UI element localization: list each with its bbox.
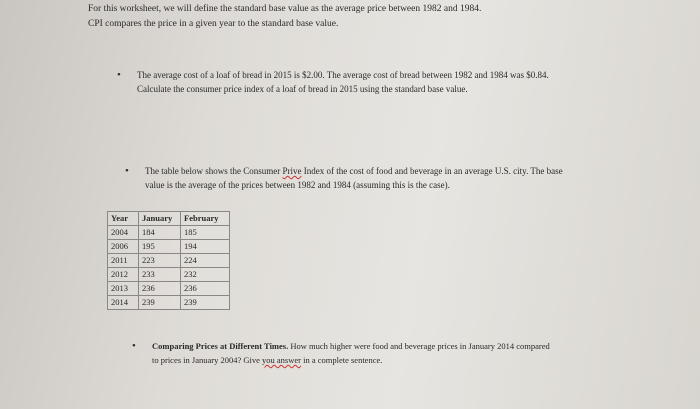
bullet-bread-question: [117, 68, 617, 96]
cell-january: 233: [139, 268, 181, 282]
bullet-table-intro: [125, 164, 615, 192]
bullet3-line-2: [152, 353, 622, 367]
cell-year: 2011: [108, 254, 139, 268]
cell-january: 239: [139, 296, 181, 310]
cell-february: 185: [181, 226, 230, 240]
intro-paragraph: [88, 2, 648, 32]
cell-year: 2004: [108, 226, 139, 240]
cell-january: 195: [139, 240, 181, 254]
cell-february: 236: [181, 282, 230, 296]
misspelled-word: Prive: [282, 166, 302, 176]
bullet2-line-2: value is the average of the prices between 1982 and 1984 (assuming this is the case).: [145, 180, 450, 190]
bullet-icon: •: [117, 69, 121, 81]
bullet3-line-1: [152, 339, 622, 353]
cell-year: 2012: [108, 268, 139, 282]
table-row: [108, 226, 230, 240]
comparing-prices-heading: Comparing Prices at Different Times.: [152, 341, 289, 351]
bullet2-line-1: [145, 164, 615, 178]
intro-line-1: For this worksheet, we will define the standard base value as the average price between 1982 and 1984.: [88, 4, 482, 14]
bullet3-line-1-rest: How much higher were food and beverage prices in January 2014 compared: [288, 341, 550, 351]
cell-february: 232: [181, 268, 230, 282]
table-row: [108, 296, 230, 310]
cell-year: 2014: [108, 296, 139, 310]
bullet1-line-1: The average cost of a loaf of bread in 2015 is $2.00. The average cost of bread between 1982 and 1984 was $0.84.: [137, 70, 549, 80]
intro-line-2: CPI compares the price in a given year to the standard base value.: [88, 19, 339, 29]
bullet2-line-1-end: Index of the cost of food and beverage in an average U.S. city. The base: [301, 166, 563, 176]
table-row: [108, 240, 230, 254]
cell-february: 194: [181, 240, 230, 254]
cell-january: 184: [139, 226, 181, 240]
bullet-icon: •: [132, 340, 136, 352]
cell-year: 2013: [108, 282, 139, 296]
header-january: January: [139, 212, 181, 226]
table-row: [108, 268, 230, 282]
cpi-table: [107, 211, 230, 310]
cell-february: 239: [181, 296, 230, 310]
table-header-row: [108, 212, 230, 226]
bullet3-line-2-end: in a complete sentence.: [300, 355, 383, 365]
header-year: Year: [108, 212, 139, 226]
cell-january: 236: [139, 282, 181, 296]
bullet-icon: •: [125, 165, 129, 177]
misspelled-phrase: you answer: [262, 355, 301, 365]
cell-february: 224: [181, 254, 230, 268]
bullet-comparing-prices: [132, 339, 622, 367]
table-row: [108, 254, 230, 268]
header-february: February: [181, 212, 230, 226]
cell-january: 223: [139, 254, 181, 268]
table-row: [108, 282, 230, 296]
bullet1-line-2: Calculate the consumer price index of a loaf of bread in 2015 using the standard base value.: [137, 84, 468, 94]
cell-year: 2006: [108, 240, 139, 254]
bullet2-line-1-start: The table below shows the Consumer: [145, 166, 283, 176]
bullet3-line-2-start: to prices in January 2004? Give: [152, 355, 262, 365]
